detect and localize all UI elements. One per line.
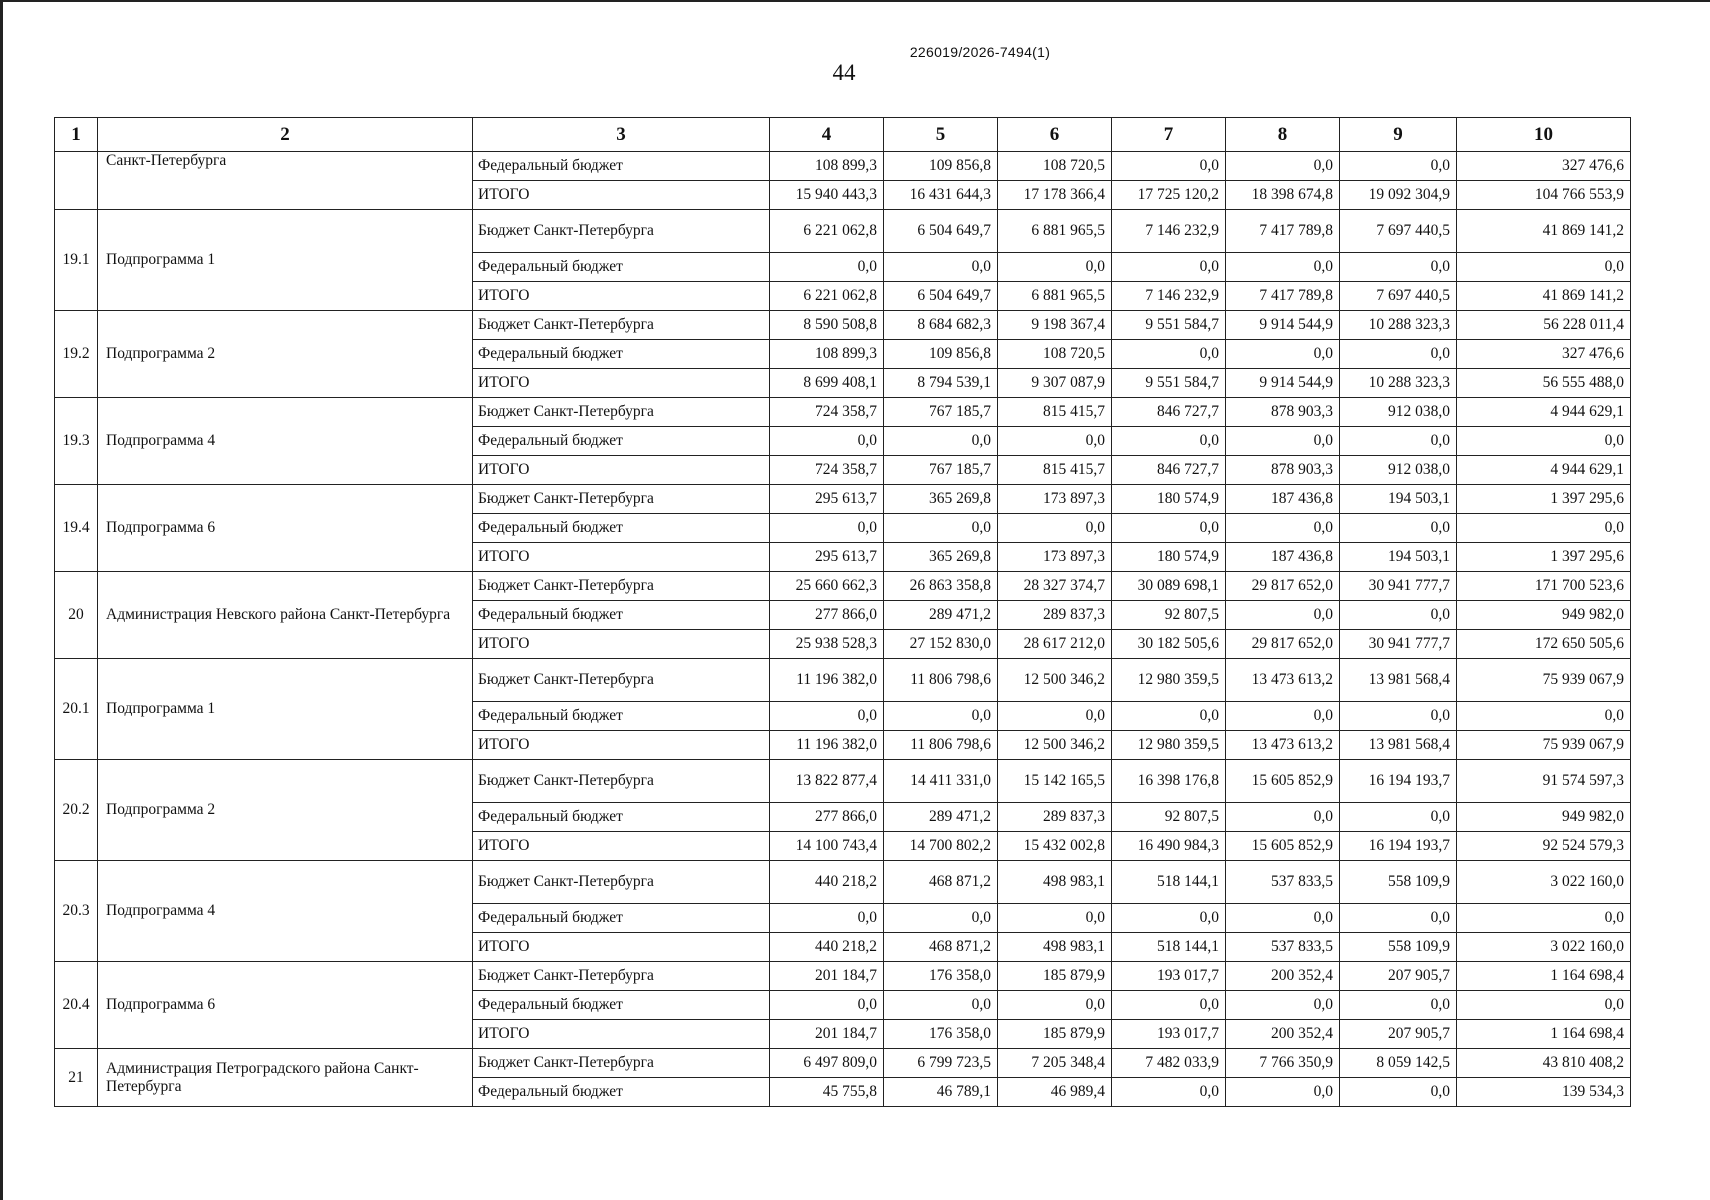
amount-cell: 815 415,7 [998, 456, 1112, 485]
amount-cell: 108 720,5 [998, 340, 1112, 369]
amount-cell: 0,0 [884, 514, 998, 543]
amount-cell: 12 500 346,2 [998, 659, 1112, 702]
page-number: 44 [832, 60, 856, 85]
amount-cell: 815 415,7 [998, 398, 1112, 427]
amount-cell: 16 490 984,3 [1112, 832, 1226, 861]
program-name: Подпрограмма 2 [98, 311, 473, 398]
amount-cell: 6 497 809,0 [770, 1049, 884, 1078]
amount-cell: 207 905,7 [1340, 962, 1457, 991]
amount-cell: 10 288 323,3 [1340, 311, 1457, 340]
amount-cell: 0,0 [770, 427, 884, 456]
amount-cell: 724 358,7 [770, 456, 884, 485]
amount-cell: 289 837,3 [998, 803, 1112, 832]
funding-source: Федеральный бюджет [473, 991, 770, 1020]
row-code: 20.3 [55, 861, 98, 962]
amount-cell: 201 184,7 [770, 962, 884, 991]
amount-cell: 7 417 789,8 [1226, 210, 1340, 253]
amount-cell: 201 184,7 [770, 1020, 884, 1049]
amount-cell: 846 727,7 [1112, 398, 1226, 427]
amount-cell: 0,0 [1112, 904, 1226, 933]
amount-cell: 14 100 743,4 [770, 832, 884, 861]
funding-source: Бюджет Санкт-Петербурга [473, 861, 770, 904]
amount-cell: 537 833,5 [1226, 933, 1340, 962]
program-name: Подпрограмма 1 [98, 659, 473, 760]
amount-cell: 0,0 [1112, 152, 1226, 181]
amount-cell: 30 941 777,7 [1340, 630, 1457, 659]
column-header: 8 [1226, 118, 1340, 152]
amount-cell: 6 799 723,5 [884, 1049, 998, 1078]
amount-cell: 949 982,0 [1457, 803, 1631, 832]
amount-cell: 0,0 [1112, 340, 1226, 369]
funding-source: ИТОГО [473, 543, 770, 572]
amount-cell: 0,0 [1340, 427, 1457, 456]
amount-cell: 949 982,0 [1457, 601, 1631, 630]
amount-cell: 13 473 613,2 [1226, 659, 1340, 702]
amount-cell: 56 555 488,0 [1457, 369, 1631, 398]
amount-cell: 8 699 408,1 [770, 369, 884, 398]
amount-cell: 9 198 367,4 [998, 311, 1112, 340]
funding-source: ИТОГО [473, 630, 770, 659]
row-code: 20.1 [55, 659, 98, 760]
amount-cell: 13 981 568,4 [1340, 731, 1457, 760]
amount-cell: 108 899,3 [770, 340, 884, 369]
table-row [55, 152, 1631, 181]
amount-cell: 200 352,4 [1226, 962, 1340, 991]
amount-cell: 0,0 [998, 427, 1112, 456]
amount-cell: 185 879,9 [998, 1020, 1112, 1049]
amount-cell: 0,0 [998, 514, 1112, 543]
amount-cell: 7 766 350,9 [1226, 1049, 1340, 1078]
amount-cell: 194 503,1 [1340, 543, 1457, 572]
amount-cell: 6 881 965,5 [998, 282, 1112, 311]
amount-cell: 8 590 508,8 [770, 311, 884, 340]
amount-cell: 0,0 [1340, 601, 1457, 630]
amount-cell: 41 869 141,2 [1457, 282, 1631, 311]
amount-cell: 0,0 [1340, 253, 1457, 282]
amount-cell: 26 863 358,8 [884, 572, 998, 601]
amount-cell: 200 352,4 [1226, 1020, 1340, 1049]
amount-cell: 176 358,0 [884, 1020, 998, 1049]
funding-source: Бюджет Санкт-Петербурга [473, 485, 770, 514]
row-code: 20.4 [55, 962, 98, 1049]
amount-cell: 724 358,7 [770, 398, 884, 427]
amount-cell: 11 196 382,0 [770, 731, 884, 760]
table-row [55, 1049, 1631, 1078]
amount-cell: 518 144,1 [1112, 861, 1226, 904]
amount-cell: 13 981 568,4 [1340, 659, 1457, 702]
amount-cell: 0,0 [1226, 152, 1340, 181]
funding-source: Федеральный бюджет [473, 152, 770, 181]
amount-cell: 7 205 348,4 [998, 1049, 1112, 1078]
amount-cell: 92 807,5 [1112, 803, 1226, 832]
program-name: Подпрограмма 4 [98, 398, 473, 485]
amount-cell: 365 269,8 [884, 543, 998, 572]
amount-cell: 10 288 323,3 [1340, 369, 1457, 398]
amount-cell: 0,0 [1457, 253, 1631, 282]
row-code: 19.3 [55, 398, 98, 485]
amount-cell: 104 766 553,9 [1457, 181, 1631, 210]
amount-cell: 0,0 [770, 904, 884, 933]
amount-cell: 29 817 652,0 [1226, 630, 1340, 659]
amount-cell: 0,0 [1226, 702, 1340, 731]
amount-cell: 0,0 [1457, 427, 1631, 456]
amount-cell: 518 144,1 [1112, 933, 1226, 962]
amount-cell: 139 534,3 [1457, 1078, 1631, 1107]
amount-cell: 180 574,9 [1112, 543, 1226, 572]
amount-cell: 0,0 [770, 991, 884, 1020]
funding-source: Федеральный бюджет [473, 427, 770, 456]
amount-cell: 0,0 [1112, 253, 1226, 282]
amount-cell: 41 869 141,2 [1457, 210, 1631, 253]
document-number: 226019/2026-7494(1) [909, 44, 1051, 60]
amount-cell: 295 613,7 [770, 543, 884, 572]
amount-cell: 277 866,0 [770, 803, 884, 832]
amount-cell: 56 228 011,4 [1457, 311, 1631, 340]
amount-cell: 498 983,1 [998, 861, 1112, 904]
program-name: Санкт-Петербурга [98, 152, 473, 210]
amount-cell: 172 650 505,6 [1457, 630, 1631, 659]
row-code: 20.2 [55, 760, 98, 861]
amount-cell: 108 899,3 [770, 152, 884, 181]
row-code: 20 [55, 572, 98, 659]
amount-cell: 0,0 [1340, 1078, 1457, 1107]
amount-cell: 11 196 382,0 [770, 659, 884, 702]
amount-cell: 878 903,3 [1226, 398, 1340, 427]
amount-cell: 30 941 777,7 [1340, 572, 1457, 601]
amount-cell: 207 905,7 [1340, 1020, 1457, 1049]
amount-cell: 4 944 629,1 [1457, 398, 1631, 427]
amount-cell: 0,0 [1226, 904, 1340, 933]
amount-cell: 187 436,8 [1226, 543, 1340, 572]
amount-cell: 912 038,0 [1340, 456, 1457, 485]
funding-source: ИТОГО [473, 369, 770, 398]
column-header: 5 [884, 118, 998, 152]
funding-source: Федеральный бюджет [473, 1078, 770, 1107]
amount-cell: 0,0 [884, 427, 998, 456]
amount-cell: 173 897,3 [998, 485, 1112, 514]
funding-source: ИТОГО [473, 282, 770, 311]
amount-cell: 7 482 033,9 [1112, 1049, 1226, 1078]
row-code: 19.4 [55, 485, 98, 572]
amount-cell: 0,0 [770, 253, 884, 282]
amount-cell: 9 914 544,9 [1226, 369, 1340, 398]
amount-cell: 558 109,9 [1340, 861, 1457, 904]
funding-source: Бюджет Санкт-Петербурга [473, 398, 770, 427]
amount-cell: 1 164 698,4 [1457, 1020, 1631, 1049]
amount-cell: 0,0 [1226, 514, 1340, 543]
amount-cell: 15 605 852,9 [1226, 832, 1340, 861]
funding-source: Бюджет Санкт-Петербурга [473, 572, 770, 601]
amount-cell: 46 789,1 [884, 1078, 998, 1107]
amount-cell: 468 871,2 [884, 933, 998, 962]
program-name: Подпрограмма 4 [98, 861, 473, 962]
amount-cell: 0,0 [770, 702, 884, 731]
amount-cell: 0,0 [998, 991, 1112, 1020]
amount-cell: 4 944 629,1 [1457, 456, 1631, 485]
amount-cell: 15 940 443,3 [770, 181, 884, 210]
amount-cell: 171 700 523,6 [1457, 572, 1631, 601]
funding-source: Бюджет Санкт-Петербурга [473, 760, 770, 803]
amount-cell: 3 022 160,0 [1457, 933, 1631, 962]
program-name: Подпрограмма 2 [98, 760, 473, 861]
amount-cell: 30 182 505,6 [1112, 630, 1226, 659]
row-code: 19.2 [55, 311, 98, 398]
amount-cell: 7 417 789,8 [1226, 282, 1340, 311]
amount-cell: 14 411 331,0 [884, 760, 998, 803]
amount-cell: 878 903,3 [1226, 456, 1340, 485]
amount-cell: 25 660 662,3 [770, 572, 884, 601]
amount-cell: 30 089 698,1 [1112, 572, 1226, 601]
amount-cell: 365 269,8 [884, 485, 998, 514]
funding-source: Бюджет Санкт-Петербурга [473, 659, 770, 702]
funding-source: ИТОГО [473, 933, 770, 962]
funding-source: Бюджет Санкт-Петербурга [473, 1049, 770, 1078]
funding-source: Федеральный бюджет [473, 803, 770, 832]
amount-cell: 15 142 165,5 [998, 760, 1112, 803]
amount-cell: 75 939 067,9 [1457, 659, 1631, 702]
amount-cell: 180 574,9 [1112, 485, 1226, 514]
amount-cell: 0,0 [1340, 152, 1457, 181]
amount-cell: 440 218,2 [770, 861, 884, 904]
table-row [55, 311, 1631, 340]
amount-cell: 468 871,2 [884, 861, 998, 904]
amount-cell: 295 613,7 [770, 485, 884, 514]
amount-cell: 45 755,8 [770, 1078, 884, 1107]
funding-source: Федеральный бюджет [473, 601, 770, 630]
amount-cell: 12 980 359,5 [1112, 731, 1226, 760]
row-code: 21 [55, 1049, 98, 1107]
funding-source: ИТОГО [473, 1020, 770, 1049]
table-body [55, 152, 1631, 1107]
amount-cell: 0,0 [1226, 991, 1340, 1020]
amount-cell: 109 856,8 [884, 152, 998, 181]
amount-cell: 193 017,7 [1112, 962, 1226, 991]
amount-cell: 16 398 176,8 [1112, 760, 1226, 803]
amount-cell: 28 617 212,0 [998, 630, 1112, 659]
funding-source: Федеральный бюджет [473, 253, 770, 282]
amount-cell: 0,0 [1457, 991, 1631, 1020]
amount-cell: 0,0 [1340, 904, 1457, 933]
amount-cell: 0,0 [1226, 427, 1340, 456]
amount-cell: 0,0 [884, 991, 998, 1020]
amount-cell: 0,0 [884, 253, 998, 282]
funding-source: ИТОГО [473, 181, 770, 210]
amount-cell: 7 697 440,5 [1340, 210, 1457, 253]
amount-cell: 9 914 544,9 [1226, 311, 1340, 340]
amount-cell: 6 504 649,7 [884, 282, 998, 311]
amount-cell: 0,0 [1340, 803, 1457, 832]
table-row [55, 760, 1631, 803]
table-row [55, 861, 1631, 904]
table-row [55, 572, 1631, 601]
amount-cell: 91 574 597,3 [1457, 760, 1631, 803]
funding-source: Бюджет Санкт-Петербурга [473, 210, 770, 253]
scan-border-top [0, 0, 1710, 2]
funding-source: Федеральный бюджет [473, 904, 770, 933]
funding-source: Федеральный бюджет [473, 702, 770, 731]
amount-cell: 0,0 [1340, 702, 1457, 731]
amount-cell: 46 989,4 [998, 1078, 1112, 1107]
amount-cell: 17 178 366,4 [998, 181, 1112, 210]
amount-cell: 9 307 087,9 [998, 369, 1112, 398]
amount-cell: 0,0 [1226, 1078, 1340, 1107]
amount-cell: 1 397 295,6 [1457, 485, 1631, 514]
amount-cell: 277 866,0 [770, 601, 884, 630]
amount-cell: 194 503,1 [1340, 485, 1457, 514]
amount-cell: 17 725 120,2 [1112, 181, 1226, 210]
amount-cell: 15 432 002,8 [998, 832, 1112, 861]
amount-cell: 16 194 193,7 [1340, 832, 1457, 861]
amount-cell: 6 881 965,5 [998, 210, 1112, 253]
amount-cell: 173 897,3 [998, 543, 1112, 572]
amount-cell: 187 436,8 [1226, 485, 1340, 514]
column-header-row [55, 118, 1631, 152]
amount-cell: 327 476,6 [1457, 152, 1631, 181]
amount-cell: 767 185,7 [884, 398, 998, 427]
amount-cell: 0,0 [1112, 702, 1226, 731]
column-header: 7 [1112, 118, 1226, 152]
row-code: 19.1 [55, 210, 98, 311]
program-name: Администрация Петроградского района Санкт-Петербурга [98, 1049, 473, 1107]
amount-cell: 0,0 [998, 702, 1112, 731]
amount-cell: 0,0 [1340, 514, 1457, 543]
amount-cell: 92 807,5 [1112, 601, 1226, 630]
amount-cell: 6 221 062,8 [770, 282, 884, 311]
amount-cell: 8 684 682,3 [884, 311, 998, 340]
amount-cell: 109 856,8 [884, 340, 998, 369]
amount-cell: 13 473 613,2 [1226, 731, 1340, 760]
amount-cell: 558 109,9 [1340, 933, 1457, 962]
amount-cell: 18 398 674,8 [1226, 181, 1340, 210]
amount-cell: 0,0 [1226, 340, 1340, 369]
amount-cell: 8 794 539,1 [884, 369, 998, 398]
amount-cell: 28 327 374,7 [998, 572, 1112, 601]
column-header: 9 [1340, 118, 1457, 152]
amount-cell: 1 397 295,6 [1457, 543, 1631, 572]
amount-cell: 0,0 [1226, 253, 1340, 282]
table-row [55, 659, 1631, 702]
amount-cell: 12 500 346,2 [998, 731, 1112, 760]
table-row [55, 485, 1631, 514]
amount-cell: 0,0 [1340, 340, 1457, 369]
column-header: 2 [98, 118, 473, 152]
amount-cell: 0,0 [1457, 702, 1631, 731]
amount-cell: 8 059 142,5 [1340, 1049, 1457, 1078]
column-header: 4 [770, 118, 884, 152]
amount-cell: 440 218,2 [770, 933, 884, 962]
amount-cell: 92 524 579,3 [1457, 832, 1631, 861]
amount-cell: 1 164 698,4 [1457, 962, 1631, 991]
amount-cell: 6 504 649,7 [884, 210, 998, 253]
program-name: Подпрограмма 1 [98, 210, 473, 311]
amount-cell: 0,0 [884, 904, 998, 933]
amount-cell: 0,0 [1226, 803, 1340, 832]
amount-cell: 27 152 830,0 [884, 630, 998, 659]
column-header: 3 [473, 118, 770, 152]
amount-cell: 0,0 [998, 253, 1112, 282]
table-row [55, 210, 1631, 253]
amount-cell: 43 810 408,2 [1457, 1049, 1631, 1078]
amount-cell: 767 185,7 [884, 456, 998, 485]
amount-cell: 193 017,7 [1112, 1020, 1226, 1049]
funding-source: ИТОГО [473, 456, 770, 485]
funding-source: Федеральный бюджет [473, 340, 770, 369]
table-row [55, 398, 1631, 427]
amount-cell: 498 983,1 [998, 933, 1112, 962]
amount-cell: 185 879,9 [998, 962, 1112, 991]
amount-cell: 3 022 160,0 [1457, 861, 1631, 904]
amount-cell: 29 817 652,0 [1226, 572, 1340, 601]
amount-cell: 0,0 [884, 702, 998, 731]
amount-cell: 75 939 067,9 [1457, 731, 1631, 760]
amount-cell: 176 358,0 [884, 962, 998, 991]
amount-cell: 7 697 440,5 [1340, 282, 1457, 311]
funding-source: ИТОГО [473, 832, 770, 861]
amount-cell: 0,0 [1112, 514, 1226, 543]
program-name: Подпрограмма 6 [98, 485, 473, 572]
amount-cell: 0,0 [1457, 904, 1631, 933]
amount-cell: 0,0 [1112, 991, 1226, 1020]
amount-cell: 108 720,5 [998, 152, 1112, 181]
amount-cell: 6 221 062,8 [770, 210, 884, 253]
amount-cell: 537 833,5 [1226, 861, 1340, 904]
amount-cell: 0,0 [770, 514, 884, 543]
amount-cell: 0,0 [998, 904, 1112, 933]
amount-cell: 0,0 [1457, 514, 1631, 543]
funding-source: Федеральный бюджет [473, 514, 770, 543]
amount-cell: 289 837,3 [998, 601, 1112, 630]
budget-table [54, 117, 1631, 1107]
amount-cell: 16 431 644,3 [884, 181, 998, 210]
amount-cell: 16 194 193,7 [1340, 760, 1457, 803]
amount-cell: 0,0 [1112, 427, 1226, 456]
amount-cell: 0,0 [1112, 1078, 1226, 1107]
amount-cell: 12 980 359,5 [1112, 659, 1226, 702]
program-name: Подпрограмма 6 [98, 962, 473, 1049]
amount-cell: 14 700 802,2 [884, 832, 998, 861]
amount-cell: 19 092 304,9 [1340, 181, 1457, 210]
column-header: 10 [1457, 118, 1631, 152]
amount-cell: 846 727,7 [1112, 456, 1226, 485]
amount-cell: 912 038,0 [1340, 398, 1457, 427]
table-row [55, 962, 1631, 991]
funding-source: Бюджет Санкт-Петербурга [473, 311, 770, 340]
amount-cell: 289 471,2 [884, 803, 998, 832]
amount-cell: 13 822 877,4 [770, 760, 884, 803]
amount-cell: 289 471,2 [884, 601, 998, 630]
funding-source: Бюджет Санкт-Петербурга [473, 962, 770, 991]
funding-source: ИТОГО [473, 731, 770, 760]
amount-cell: 11 806 798,6 [884, 659, 998, 702]
amount-cell: 9 551 584,7 [1112, 369, 1226, 398]
amount-cell: 9 551 584,7 [1112, 311, 1226, 340]
amount-cell: 7 146 232,9 [1112, 210, 1226, 253]
amount-cell: 0,0 [1226, 601, 1340, 630]
scan-border-left [0, 0, 3, 1200]
amount-cell: 327 476,6 [1457, 340, 1631, 369]
amount-cell: 15 605 852,9 [1226, 760, 1340, 803]
column-header: 1 [55, 118, 98, 152]
amount-cell: 25 938 528,3 [770, 630, 884, 659]
amount-cell: 11 806 798,6 [884, 731, 998, 760]
column-header: 6 [998, 118, 1112, 152]
row-code [55, 152, 98, 210]
amount-cell: 0,0 [1340, 991, 1457, 1020]
program-name: Администрация Невского района Санкт-Петербурга [98, 572, 473, 659]
amount-cell: 7 146 232,9 [1112, 282, 1226, 311]
